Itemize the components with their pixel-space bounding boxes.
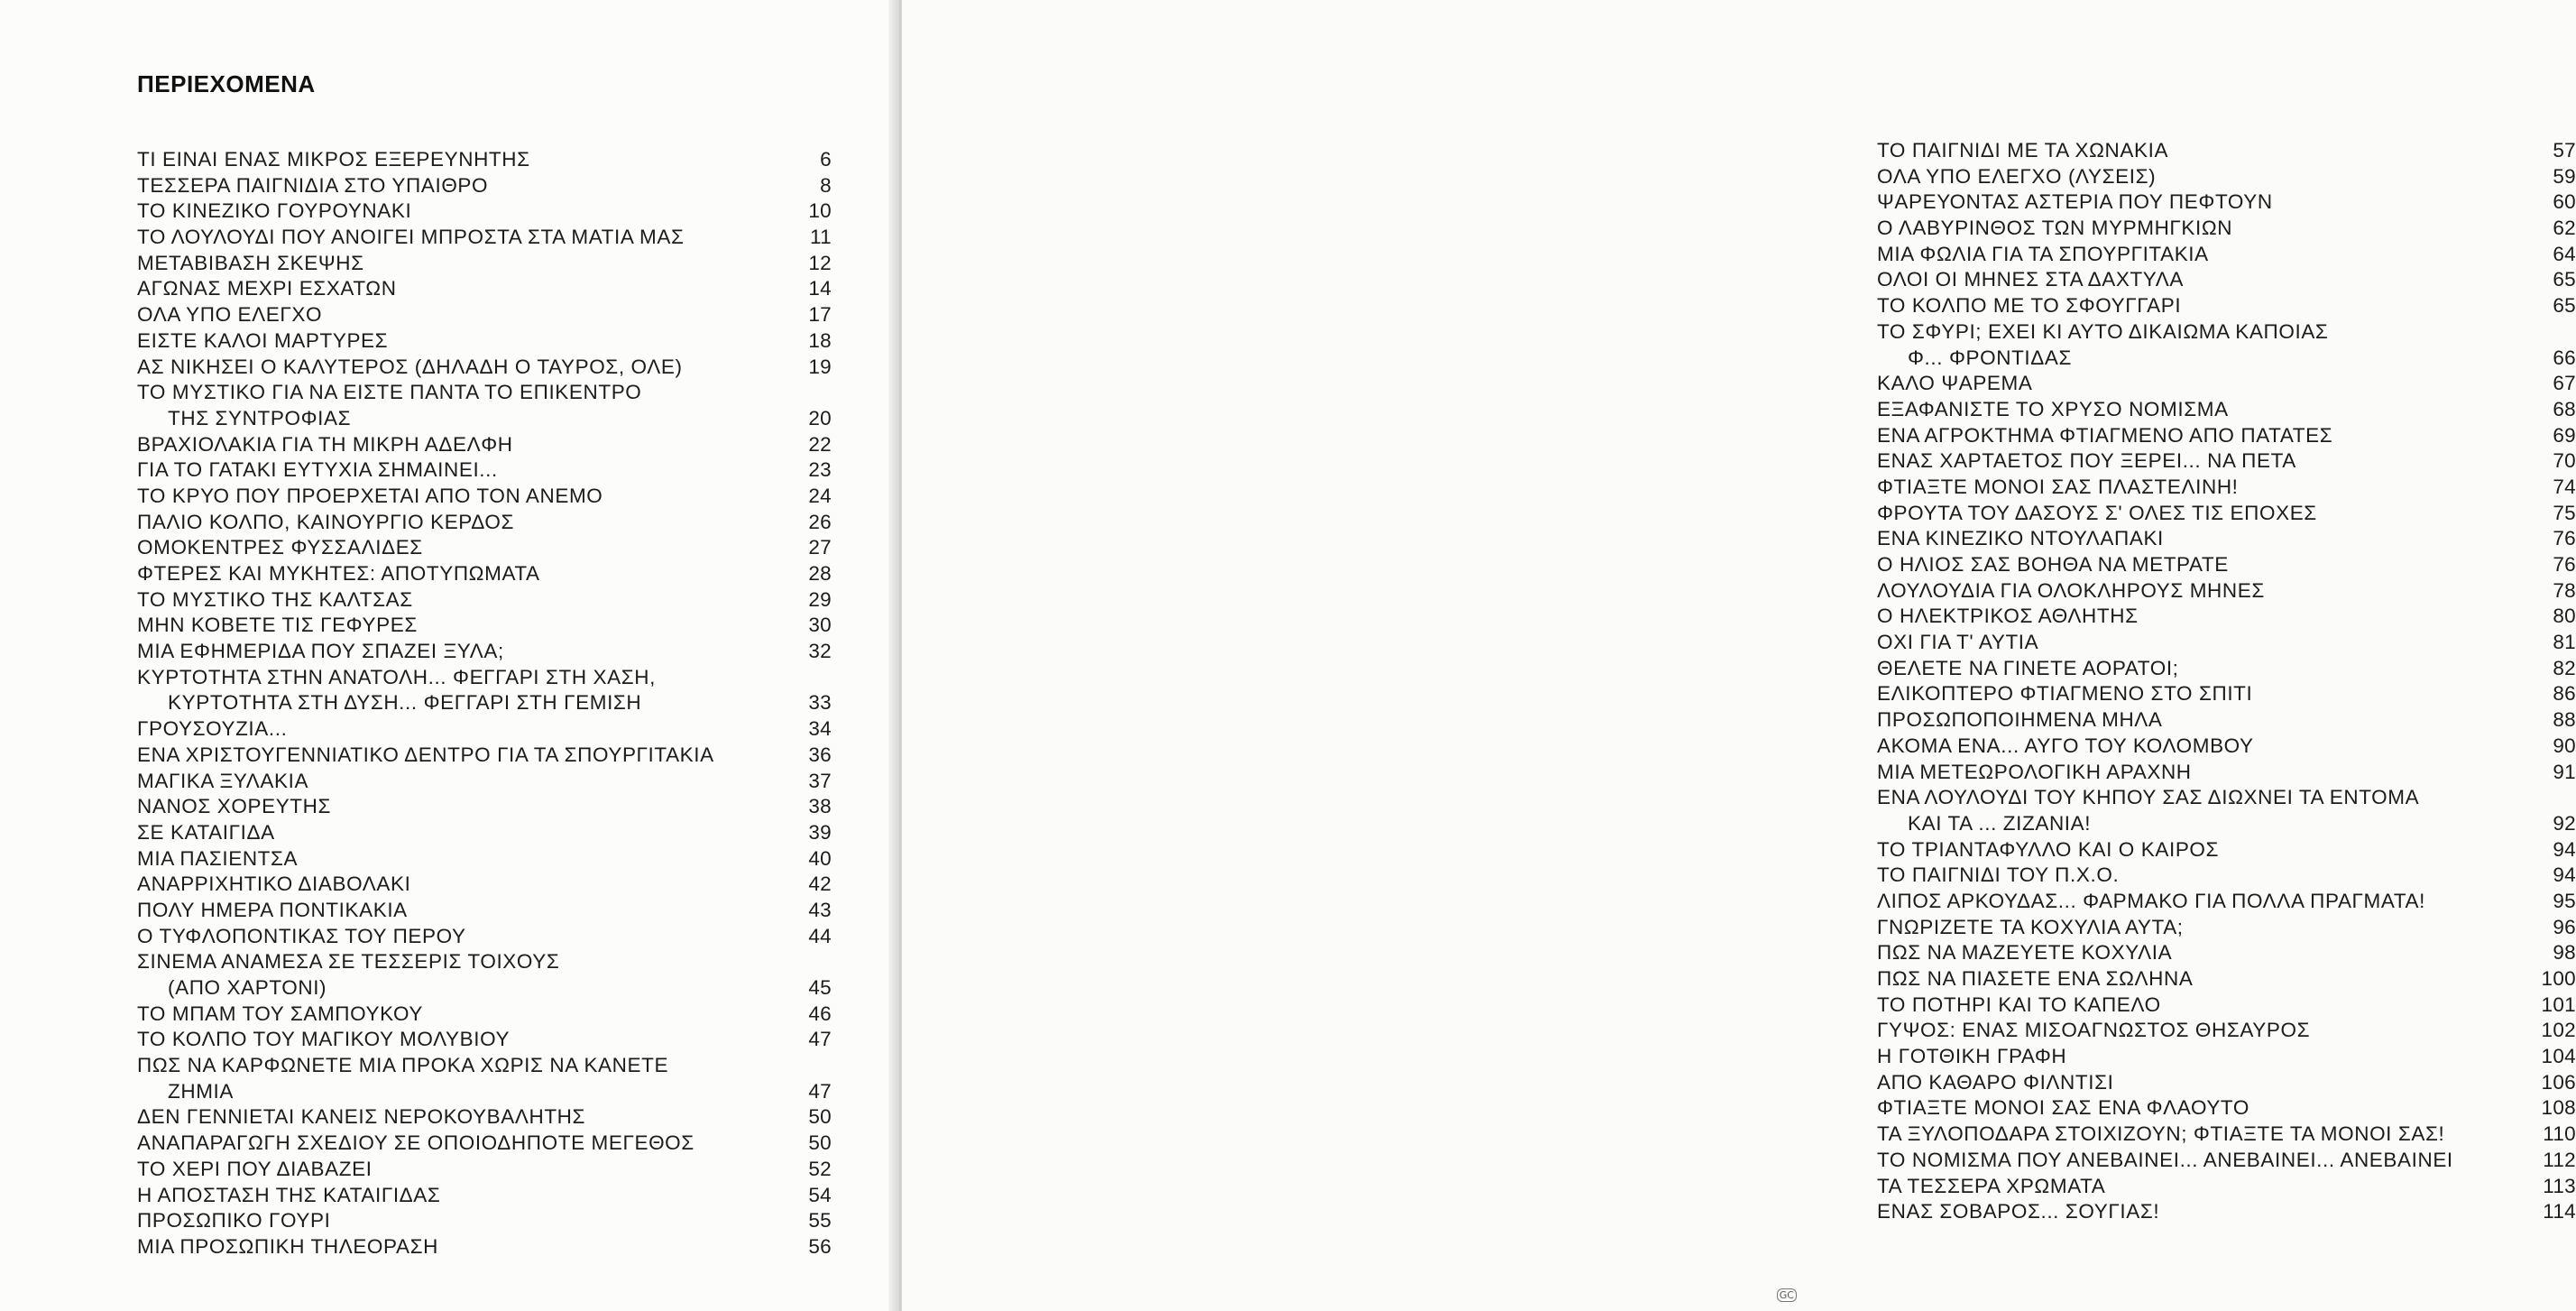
toc-entry xyxy=(137,328,832,355)
toc-entry-title: ΕΝΑΣ ΣΟΒΑΡΟΣ... ΣΟΥΓΙΑΣ! xyxy=(1877,1200,2160,1223)
toc-entry-page: 42 xyxy=(808,872,832,896)
toc-entry xyxy=(137,716,832,743)
toc-entry-title: ΦΡΟΥΤΑ ΤΟΥ ΔΑΣΟΥΣ Σ' ΟΛΕΣ ΤΙΣ ΕΠΟΧΕΣ xyxy=(1877,501,2317,524)
toc-entry-title: ΕΞΑΦΑΝΙΣΤΕ ΤΟ ΧΡΥΣΟ ΝΟΜΙΣΜΑ xyxy=(1877,397,2229,420)
toc-entry-title: ΤΟ ΣΦΥΡΙ; ΕΧΕΙ ΚΙ ΑΥΤΟ ΔΙΚΑΙΩΜΑ ΚΑΠΟΙΑΣ xyxy=(1877,319,2329,343)
toc-entry xyxy=(1877,681,2576,707)
toc-entry-page: 10 xyxy=(808,199,832,223)
toc-entry-page: 40 xyxy=(808,846,832,870)
toc-entry-page: 65 xyxy=(2553,268,2576,291)
toc-entry-title: ΠΩΣ ΝΑ ΜΑΖΕΥΕΤΕ ΚΟΧΥΛΙΑ xyxy=(1877,941,2173,965)
toc-entry xyxy=(137,1104,832,1131)
toc-entry-title: ΟΜΟΚΕΝΤΡΕΣ ΦΥΣΣΑΛΙΔΕΣ xyxy=(137,536,423,559)
toc-entry xyxy=(1877,475,2576,501)
toc-entry-title: ΤΗΣ ΣΥΝΤΡΟΦΙΑΣ xyxy=(168,406,352,429)
toc-entry-page: 70 xyxy=(2553,449,2576,473)
toc-entry-title: ΤΟ ΧΕΡΙ ΠΟΥ ΔΙΑΒΑΖΕΙ xyxy=(137,1157,373,1180)
toc-entry xyxy=(137,587,832,614)
toc-entry xyxy=(1877,785,2576,811)
toc-entry-title: ΤΟ ΚΡΥΟ ΠΟΥ ΠΡΟΕΡΧΕΤΑΙ ΑΠΟ ΤΟΝ ΑΝΕΜΟ xyxy=(137,484,603,507)
toc-entry-title: ΤΟ ΚΙΝΕΖΙΚΟ ΓΟΥΡΟΥΝΑΚΙ xyxy=(137,199,412,223)
toc-entry-title: ΤΕΣΣΕΡΑ ΠΑΙΓΝΙΔΙΑ ΣΤΟ ΥΠΑΙΘΡΟ xyxy=(137,173,489,197)
toc-entry-page: 32 xyxy=(808,640,832,663)
toc-entry-page: 50 xyxy=(808,1105,832,1129)
toc-entry xyxy=(1877,319,2576,346)
toc-entry-page: 106 xyxy=(2541,1070,2576,1094)
toc-entry xyxy=(1877,267,2576,293)
toc-entry xyxy=(137,975,832,1002)
toc-entry-page: 102 xyxy=(2541,1019,2576,1042)
toc-entry-title: ΕΝΑ ΑΓΡΟΚΤΗΜΑ ΦΤΙΑΓΜΕΝΟ ΑΠΟ ΠΑΤΑΤΕΣ xyxy=(1877,423,2333,447)
toc-entry-page: 76 xyxy=(2553,553,2576,576)
toc-entry xyxy=(137,535,832,561)
toc-entry xyxy=(137,1002,832,1028)
toc-entry-page: 8 xyxy=(820,173,832,197)
toc-entry-title: ΓΙΑ ΤΟ ΓΑΤΑΚΙ ΕΥΤΥΧΙΑ ΣΗΜΑΙΝΕΙ... xyxy=(137,458,498,482)
toc-entry-title: ΕΝΑ ΚΙΝΕΖΙΚΟ ΝΤΟΥΛΑΠΑΚΙ xyxy=(1877,527,2164,550)
toc-entry-page: 94 xyxy=(2553,863,2576,887)
toc-entry-page: 14 xyxy=(808,277,832,300)
toc-entry-page: 36 xyxy=(808,743,832,766)
toc-entry xyxy=(1877,915,2576,941)
toc-entry-page: 6 xyxy=(820,148,832,171)
toc-entry-page: 27 xyxy=(808,536,832,559)
toc-entry-page: 56 xyxy=(808,1234,832,1258)
toc-entry-page: 11 xyxy=(810,226,832,249)
toc-entry-page: 101 xyxy=(2541,992,2576,1016)
toc-entry-page: 18 xyxy=(808,328,832,352)
toc-entry-page: 26 xyxy=(808,510,832,533)
corner-stamp: GC xyxy=(1777,1288,1797,1302)
toc-entry-title: ΑΝΑΡΡΙΧΗΤΙΚΟ ΔΙΑΒΟΛΑΚΙ xyxy=(137,872,411,896)
toc-entry xyxy=(137,1157,832,1183)
toc-entry-title: ΠΟΛΥ ΗΜΕΡΑ ΠΟΝΤΙΚΑΚΙΑ xyxy=(137,898,408,921)
toc-entry-title: Ο ΤΥΦΛΟΠΟΝΤΙΚΑΣ ΤΟΥ ΠΕΡΟΥ xyxy=(137,924,466,947)
toc-entry-page: 60 xyxy=(2553,190,2576,214)
toc-entry-title: ΦΤΙΑΞΤΕ ΜΟΝΟΙ ΣΑΣ ΠΛΑΣΤΕΛΙΝΗ! xyxy=(1877,475,2239,498)
toc-entry-page: 76 xyxy=(2553,527,2576,550)
toc-entry-page: 82 xyxy=(2553,656,2576,679)
toc-entry-page: 62 xyxy=(2553,217,2576,240)
toc-entry xyxy=(137,561,832,587)
toc-entry-title: ΠΩΣ ΝΑ ΠΙΑΣΕΤΕ ΕΝΑ ΣΩΛΗΝΑ xyxy=(1877,967,2194,990)
toc-entry xyxy=(1877,1070,2576,1096)
toc-entry-title: ΤΙ ΕΙΝΑΙ ΕΝΑΣ ΜΙΚΡΟΣ ΕΞΕΡΕΥΝΗΤΗΣ xyxy=(137,148,530,171)
toc-entry-title: ΤΟ ΤΡΙΑΝΤΑΦΥΛΛΟ ΚΑΙ Ο ΚΑΙΡΟΣ xyxy=(1877,837,2220,861)
right-page xyxy=(902,0,2576,1311)
toc-entry-title: ΒΡΑΧΙΟΛΑΚΙΑ ΓΙΑ ΤΗ ΜΙΚΡΗ ΑΔΕΛΦΗ xyxy=(137,432,513,456)
toc-entry xyxy=(1877,346,2576,372)
toc-entry-page: 30 xyxy=(808,614,832,637)
toc-entry-page: 114 xyxy=(2543,1200,2576,1223)
toc-entry-page: 19 xyxy=(808,355,832,378)
toc-entry-page: 57 xyxy=(2553,139,2576,162)
toc-entry xyxy=(137,355,832,381)
toc-entry-page: 92 xyxy=(2553,811,2576,835)
toc-entry xyxy=(137,846,832,872)
toc-entry-page: 59 xyxy=(2553,164,2576,188)
toc-entry-title: (ΑΠΟ ΧΑΡΤΟΝΙ) xyxy=(168,976,327,999)
toc-entry-page: 38 xyxy=(808,795,832,818)
toc-entry-title: ΤΟ ΜΠΑΜ ΤΟΥ ΣΑΜΠΟΥΚΟΥ xyxy=(137,1002,424,1025)
toc-entry-page: 47 xyxy=(808,1079,832,1103)
toc-entry xyxy=(137,613,832,639)
toc-entry-title: ΨΑΡΕΥΟΝΤΑΣ ΑΣΤΕΡΙΑ ΠΟΥ ΠΕΦΤΟΥΝ xyxy=(1877,190,2273,214)
toc-entry xyxy=(137,898,832,924)
toc-entry-page: 68 xyxy=(2553,397,2576,420)
toc-entry-page: 52 xyxy=(808,1157,832,1180)
toc-entry-page: 104 xyxy=(2541,1045,2576,1068)
left-page xyxy=(0,0,897,1311)
toc-entry-title: ΤΟ ΚΟΛΠΟ ΜΕ ΤΟ ΣΦΟΥΓΓΑΡΙ xyxy=(1877,294,2182,318)
toc-entry-title: ΟΛΑ ΥΠΟ ΕΛΕΓΧΟ xyxy=(137,303,323,327)
toc-entry xyxy=(137,1234,832,1260)
toc-entry-title: ΛΙΠΟΣ ΑΡΚΟΥΔΑΣ... ΦΑΡΜΑΚΟ ΓΙΑ ΠΟΛΛΑ ΠΡΑΓΜΑΤΑ! xyxy=(1877,889,2425,912)
toc-entry-page: 24 xyxy=(808,484,832,507)
toc-entry xyxy=(1877,552,2576,578)
toc-entry-page: 47 xyxy=(808,1028,832,1051)
toc-entry xyxy=(137,769,832,795)
toc-entry-title: ΤΟ ΝΟΜΙΣΜΑ ΠΟΥ ΑΝΕΒΑΙΝΕΙ... ΑΝΕΒΑΙΝΕΙ... ΑΝΕΒΑΙΝΕΙ xyxy=(1877,1148,2453,1171)
toc-entry-title: ΑΓΩΝΑΣ ΜΕΧΡΙ ΕΣΧΑΤΩΝ xyxy=(137,277,397,300)
toc-entry-title: ΤΟ ΠΟΤΗΡΙ ΚΑΙ ΤΟ ΚΑΠΕΛΟ xyxy=(1877,992,2161,1016)
toc-entry-page: 37 xyxy=(808,769,832,792)
toc-entry-page: 29 xyxy=(808,587,832,611)
toc-entry xyxy=(137,743,832,769)
toc-entry-page: 69 xyxy=(2553,423,2576,447)
toc-entry-page: 96 xyxy=(2553,915,2576,938)
toc-entry-page: 23 xyxy=(808,458,832,482)
toc-entry xyxy=(137,872,832,898)
toc-entry-title: ΘΕΛΕΤΕ ΝΑ ΓΙΝΕΤΕ ΑΟΡΑΤΟΙ; xyxy=(1877,656,2179,679)
toc-entry xyxy=(1877,501,2576,527)
toc-entry xyxy=(137,690,832,716)
toc-entry-title: ΤΟ ΠΑΙΓΝΙΔΙ ΜΕ ΤΑ ΧΩΝΑΚΙΑ xyxy=(1877,139,2169,162)
toc-entry-title: ΤΟ ΛΟΥΛΟΥΔΙ ΠΟΥ ΑΝΟΙΓΕΙ ΜΠΡΟΣΤΑ ΣΤΑ ΜΑΤΙΑ ΜΑΣ xyxy=(137,226,685,249)
toc-entry xyxy=(1877,1018,2576,1044)
toc-entry xyxy=(1877,707,2576,734)
toc-entry-page: 91 xyxy=(2553,760,2576,783)
toc-entry-title: ΜΙΑ ΠΡΟΣΩΠΙΚΗ ΤΗΛΕΟΡΑΣΗ xyxy=(137,1234,438,1258)
toc-entry-page: 86 xyxy=(2553,682,2576,706)
toc-entry xyxy=(137,1131,832,1157)
toc-entry-title: ΤΟ ΚΟΛΠΟ ΤΟΥ ΜΑΓΙΚΟΥ ΜΟΛΥΒΙΟΥ xyxy=(137,1028,511,1051)
toc-entry xyxy=(137,276,832,302)
toc-entry-page: 43 xyxy=(808,898,832,921)
toc-entry xyxy=(1877,1095,2576,1122)
toc-entry-page: 50 xyxy=(808,1131,832,1155)
toc-entry-page: 34 xyxy=(808,717,832,741)
toc-entry xyxy=(1877,371,2576,397)
toc-entry-page: 65 xyxy=(2553,294,2576,318)
toc-entry xyxy=(137,639,832,665)
toc-entry xyxy=(1877,889,2576,915)
toc-entry xyxy=(137,173,832,199)
toc-entry xyxy=(137,302,832,328)
toc-entry-title: ΛΟΥΛΟΥΔΙΑ ΓΙΑ ΟΛΟΚΛΗΡΟΥΣ ΜΗΝΕΣ xyxy=(1877,578,2265,602)
toc-entry-page: 55 xyxy=(808,1209,832,1233)
toc-entry-title: ΤΑ ΤΕΣΣΕΡΑ ΧΡΩΜΑΤΑ xyxy=(1877,1174,2106,1197)
toc-entry xyxy=(137,510,832,536)
toc-entry-title: Η ΑΠΟΣΤΑΣΗ ΤΗΣ ΚΑΤΑΙΓΙΔΑΣ xyxy=(137,1183,441,1206)
toc-entry-page: 67 xyxy=(2553,372,2576,395)
toc-entry xyxy=(137,225,832,251)
toc-entry-page: 33 xyxy=(808,691,832,715)
toc-entry-title: ΜΙΑ ΕΦΗΜΕΡΙΔΑ ΠΟΥ ΣΠΑΖΕΙ ΞΥΛΑ; xyxy=(137,640,504,663)
toc-entry-page: 100 xyxy=(2541,967,2576,990)
toc-entry-page: 12 xyxy=(808,251,832,274)
toc-entry xyxy=(1877,604,2576,630)
toc-entry-title: ΚΥΡΤΟΤΗΤΑ ΣΤΗ ΔΥΣΗ... ΦΕΓΓΑΡΙ ΣΤΗ ΓΕΜΙΣΗ xyxy=(168,691,642,715)
toc-entry xyxy=(1877,526,2576,552)
toc-entry xyxy=(1877,760,2576,786)
toc-entry xyxy=(137,1027,832,1053)
toc-entry-page: 45 xyxy=(808,976,832,999)
toc-entry-title: ΚΑΙ ΤΑ ... ΖΙΖΑΝΙΑ! xyxy=(1908,811,2092,835)
toc-entry xyxy=(1877,630,2576,656)
toc-entry-title: ΕΙΣΤΕ ΚΑΛΟΙ ΜΑΡΤΥΡΕΣ xyxy=(137,328,389,352)
toc-entry-page: 81 xyxy=(2553,631,2576,654)
toc-entry xyxy=(137,794,832,820)
toc-entry-title: ΜΗΝ ΚΟΒΕΤΕ ΤΙΣ ΓΕΦΥΡΕΣ xyxy=(137,614,418,637)
toc-entry xyxy=(1877,734,2576,760)
toc-entry xyxy=(1877,966,2576,992)
toc-entry xyxy=(137,406,832,432)
toc-entry-page: 108 xyxy=(2541,1096,2576,1120)
toc-entry-title: ΜΕΤΑΒΙΒΑΣΗ ΣΚΕΨΗΣ xyxy=(137,251,364,274)
toc-entry-title: Ο ΛΑΒΥΡΙΝΘΟΣ ΤΩΝ ΜΥΡΜΗΓΚΙΩΝ xyxy=(1877,217,2233,240)
toc-entry-page: 20 xyxy=(808,406,832,429)
toc-entry xyxy=(137,484,832,510)
toc-entry-title: ΕΝΑ ΧΡΙΣΤΟΥΓΕΝΝΙΑΤΙΚΟ ΔΕΝΤΡΟ ΓΙΑ ΤΑ ΣΠΟΥΡΓΙΤΑΚΙΑ xyxy=(137,743,714,766)
toc-entry xyxy=(1877,423,2576,449)
toc-entry-title: ΣΙΝΕΜΑ ΑΝΑΜΕΣΑ ΣΕ ΤΕΣΣΕΡΙΣ ΤΟΙΧΟΥΣ xyxy=(137,950,560,974)
toc-entry-title: ΔΕΝ ΓΕΝΝΙΕΤΑΙ ΚΑΝΕΙΣ ΝΕΡΟΚΟΥΒΑΛΗΤΗΣ xyxy=(137,1105,586,1129)
toc-entry-page: 80 xyxy=(2553,605,2576,628)
toc-entry-title: ΚΑΛΟ ΨΑΡΕΜΑ xyxy=(1877,372,2033,395)
toc-entry xyxy=(1877,164,2576,190)
toc-entry-page: 74 xyxy=(2553,475,2576,498)
toc-entry-title: ΦΤΙΑΞΤΕ ΜΟΝΟΙ ΣΑΣ ΕΝΑ ΦΛΑΟΥΤΟ xyxy=(1877,1096,2249,1120)
toc-entry xyxy=(137,1053,832,1079)
toc-entry-title: ΠΑΛΙΟ ΚΟΛΠΟ, ΚΑΙΝΟΥΡΓΙΟ ΚΕΡΔΟΣ xyxy=(137,510,515,533)
toc-entry-title: ΟΧΙ ΓΙΑ Τ' ΑΥΤΙΑ xyxy=(1877,631,2039,654)
toc-entry xyxy=(137,251,832,277)
toc-entry-page: 95 xyxy=(2553,889,2576,912)
toc-entry-title: Ο ΗΛΙΟΣ ΣΑΣ ΒΟΗΘΑ ΝΑ ΜΕΤΡΑΤΕ xyxy=(1877,553,2229,576)
toc-entry xyxy=(137,1079,832,1105)
toc-entry xyxy=(1877,138,2576,164)
toc-list-left xyxy=(137,147,832,1260)
toc-entry-title: ΤΟ ΠΑΙΓΝΙΔΙ ΤΟΥ Π.Χ.Ο. xyxy=(1877,863,2120,887)
toc-entry-title: ΠΡΟΣΩΠΟΠΟΙΗΜΕΝΑ ΜΗΛΑ xyxy=(1877,708,2163,732)
toc-entry-title: Η ΓΟΤΘΙΚΗ ΓΡΑΦΗ xyxy=(1877,1045,2067,1068)
toc-entry xyxy=(137,1208,832,1234)
toc-entry-page: 78 xyxy=(2553,578,2576,602)
toc-entry xyxy=(1877,293,2576,319)
toc-entry-page: 90 xyxy=(2553,734,2576,757)
toc-entry-title: ΑΝΑΠΑΡΑΓΩΓΗ ΣΧΕΔΙΟΥ ΣΕ ΟΠΟΙΟΔΗΠΟΤΕ ΜΕΓΕΘΟΣ xyxy=(137,1131,695,1155)
toc-entry xyxy=(137,198,832,225)
toc-entry-title: ΑΚΟΜΑ ΕΝΑ... ΑΥΓΟ ΤΟΥ ΚΟΛΟΜΒΟΥ xyxy=(1877,734,2254,757)
toc-entry-title: ΤΟ ΜΥΣΤΙΚΟ ΤΗΣ ΚΑΛΤΣΑΣ xyxy=(137,587,413,611)
toc-entry xyxy=(1877,1044,2576,1070)
toc-entry xyxy=(1877,397,2576,423)
toc-entry-title: ΤΑ ΞΥΛΟΠΟΔΑΡΑ ΣΤΟΙΧΙΖΟΥΝ; ΦΤΙΑΞΤΕ ΤΑ ΜΟΝΟΙ ΣΑΣ! xyxy=(1877,1122,2445,1146)
toc-entry-page: 66 xyxy=(2553,346,2576,369)
toc-entry-page: 98 xyxy=(2553,941,2576,965)
toc-entry-title: ΑΠΟ ΚΑΘΑΡΟ ΦΙΛΝΤΙΣΙ xyxy=(1877,1070,2114,1094)
toc-entry xyxy=(1877,1148,2576,1174)
toc-entry xyxy=(1877,656,2576,682)
toc-entry-page: 46 xyxy=(808,1002,832,1025)
toc-entry-page: 88 xyxy=(2553,708,2576,732)
toc-entry xyxy=(1877,837,2576,863)
toc-entry-title: ΕΝΑ ΛΟΥΛΟΥΔΙ ΤΟΥ ΚΗΠΟΥ ΣΑΣ ΔΙΩΧΝΕΙ ΤΑ ΕΝΤΟΜΑ xyxy=(1877,786,2420,809)
toc-entry xyxy=(1877,242,2576,268)
toc-entry-title: ΜΙΑ ΜΕΤΕΩΡΟΛΟΓΙΚΗ ΑΡΑΧΝΗ xyxy=(1877,760,2192,783)
toc-entry-title: ΓΥΨΟΣ: ΕΝΑΣ ΜΙΣΟΑΓΝΩΣΤΟΣ ΘΗΣΑΥΡΟΣ xyxy=(1877,1019,2311,1042)
toc-entry-page: 39 xyxy=(808,820,832,844)
toc-entry-title: ΟΛΟΙ ΟΙ ΜΗΝΕΣ ΣΤΑ ΔΑΧΤΥΛΑ xyxy=(1877,268,2184,291)
toc-entry xyxy=(1877,448,2576,475)
toc-entry xyxy=(1877,940,2576,966)
toc-entry-title: ΖΗΜΙΑ xyxy=(168,1079,234,1103)
toc-entry xyxy=(137,949,832,975)
toc-entry-title: ΑΣ ΝΙΚΗΣΕΙ Ο ΚΑΛΥΤΕΡΟΣ (ΔΗΛΑΔΗ Ο ΤΑΥΡΟΣ, ΟΛΕ) xyxy=(137,355,683,378)
toc-entry-page: 44 xyxy=(808,924,832,947)
toc-entry-page: 17 xyxy=(808,303,832,327)
toc-entry-title: ΠΩΣ ΝΑ ΚΑΡΦΩΝΕΤΕ ΜΙΑ ΠΡΟΚΑ ΧΩΡΙΣ ΝΑ ΚΑΝΕΤΕ xyxy=(137,1054,669,1077)
toc-entry xyxy=(1877,863,2576,889)
toc-entry xyxy=(1877,216,2576,242)
toc-entry xyxy=(137,820,832,846)
toc-entry-page: 28 xyxy=(808,562,832,585)
toc-entry-title: Ο ΗΛΕΚΤΡΙΚΟΣ ΑΘΛΗΤΗΣ xyxy=(1877,605,2139,628)
toc-entry xyxy=(137,457,832,484)
toc-entry-page: 113 xyxy=(2543,1174,2576,1197)
page-title: ΠΕΡΙΕΧΟΜΕΝΑ xyxy=(137,70,316,97)
toc-entry-page: 54 xyxy=(808,1183,832,1206)
toc-entry-title: ΓΡΟΥΣΟΥΖΙΑ... xyxy=(137,717,288,741)
toc-entry-title: ΤΟ ΜΥΣΤΙΚΟ ΓΙΑ ΝΑ ΕΙΣΤΕ ΠΑΝΤΑ ΤΟ ΕΠΙΚΕΝΤΡΟ xyxy=(137,381,642,404)
toc-entry xyxy=(1877,1174,2576,1200)
toc-entry-title: Φ... ΦΡΟΝΤΙΔΑΣ xyxy=(1908,346,2073,369)
toc-entry-title: ΕΛΙΚΟΠΤΕΡΟ ΦΤΙΑΓΜΕΝΟ ΣΤΟ ΣΠΙΤΙ xyxy=(1877,682,2253,706)
toc-entry xyxy=(1877,1199,2576,1225)
toc-entry-title: ΦΤΕΡΕΣ ΚΑΙ ΜΥΚΗΤΕΣ: ΑΠΟΤΥΠΩΜΑΤΑ xyxy=(137,562,540,585)
toc-entry xyxy=(137,380,832,406)
toc-entry-title: ΣΕ ΚΑΤΑΙΓΙΔΑ xyxy=(137,820,275,844)
toc-list-right xyxy=(1877,138,2576,1225)
toc-entry-title: ΓΝΩΡΙΖΕΤΕ ΤΑ ΚΟΧΥΛΙΑ ΑΥΤΑ; xyxy=(1877,915,2184,938)
toc-entry xyxy=(137,1183,832,1209)
toc-entry-page: 110 xyxy=(2543,1122,2576,1146)
toc-entry xyxy=(1877,189,2576,216)
toc-entry xyxy=(137,147,832,173)
toc-entry-page: 75 xyxy=(2553,501,2576,524)
toc-entry-page: 64 xyxy=(2553,242,2576,265)
toc-entry-page: 94 xyxy=(2553,837,2576,861)
toc-entry-title: ΚΥΡΤΟΤΗΤΑ ΣΤΗΝ ΑΝΑΤΟΛΗ... ΦΕΓΓΑΡΙ ΣΤΗ ΧΑΣΗ, xyxy=(137,665,656,688)
toc-entry xyxy=(1877,992,2576,1019)
toc-entry xyxy=(137,924,832,950)
toc-entry-page: 22 xyxy=(808,432,832,456)
toc-entry xyxy=(1877,1122,2576,1148)
toc-entry-title: ΜΑΓΙΚΑ ΞΥΛΑΚΙΑ xyxy=(137,769,309,792)
toc-entry xyxy=(137,665,832,691)
toc-entry xyxy=(137,432,832,458)
toc-entry xyxy=(1877,811,2576,837)
toc-entry-title: ΜΙΑ ΦΩΛΙΑ ΓΙΑ ΤΑ ΣΠΟΥΡΓΙΤΑΚΙΑ xyxy=(1877,242,2209,265)
toc-entry xyxy=(1877,578,2576,605)
toc-entry-title: ΕΝΑΣ ΧΑΡΤΑΕΤΟΣ ΠΟΥ ΞΕΡΕΙ... ΝΑ ΠΕΤΑ xyxy=(1877,449,2296,473)
toc-entry-title: ΟΛΑ ΥΠΟ ΕΛΕΓΧΟ (ΛΥΣΕΙΣ) xyxy=(1877,164,2157,188)
toc-entry-page: 112 xyxy=(2543,1148,2576,1171)
toc-entry-title: ΝΑΝΟΣ ΧΟΡΕΥΤΗΣ xyxy=(137,795,331,818)
toc-entry-title: ΠΡΟΣΩΠΙΚΟ ΓΟΥΡΙ xyxy=(137,1209,331,1233)
toc-entry-title: ΜΙΑ ΠΑΣΙΕΝΤΣΑ xyxy=(137,846,299,870)
